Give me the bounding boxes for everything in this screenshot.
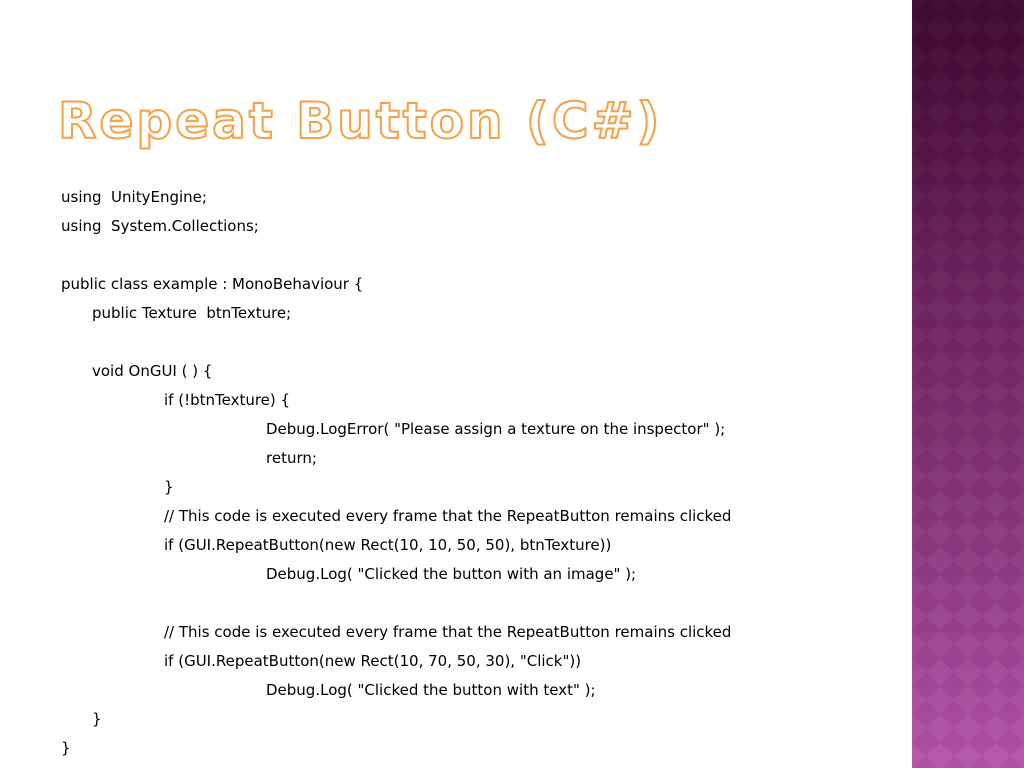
- code-line: if (!btnTexture) {: [164, 391, 291, 409]
- code-line: Debug.LogError( "Please assign a texture on the inspector" );: [266, 420, 726, 438]
- decorative-side-band: [912, 0, 1024, 768]
- code-line: }: [164, 478, 174, 496]
- code-line: if (GUI.RepeatButton(new Rect(10, 10, 50, 50), btnTexture)): [164, 536, 612, 554]
- code-line: Debug.Log( "Clicked the button with an image" );: [266, 565, 637, 583]
- code-line: [61, 589, 901, 618]
- code-line: }: [92, 710, 102, 728]
- code-block: [61, 183, 901, 763]
- code-line: }: [61, 739, 71, 757]
- code-line: [61, 241, 901, 270]
- code-line: void OnGUI ( ) {: [92, 362, 213, 380]
- code-line: using UnityEngine;: [61, 188, 207, 206]
- code-line: [61, 328, 901, 357]
- code-line: public class example : MonoBehaviour {: [61, 275, 364, 293]
- code-line: public Texture btnTexture;: [92, 304, 292, 322]
- code-line: Debug.Log( "Clicked the button with text" );: [266, 681, 596, 699]
- code-comment: // This code is executed every frame that the RepeatButton remains clicked: [164, 507, 732, 525]
- code-line: if (GUI.RepeatButton(new Rect(10, 70, 50, 30), "Click")): [164, 652, 582, 670]
- code-line: return;: [266, 449, 317, 467]
- code-comment: // This code is executed every frame that the RepeatButton remains clicked: [164, 623, 732, 641]
- code-line: using System.Collections;: [61, 217, 259, 235]
- slide-title: Repeat Button (C#): [58, 92, 663, 150]
